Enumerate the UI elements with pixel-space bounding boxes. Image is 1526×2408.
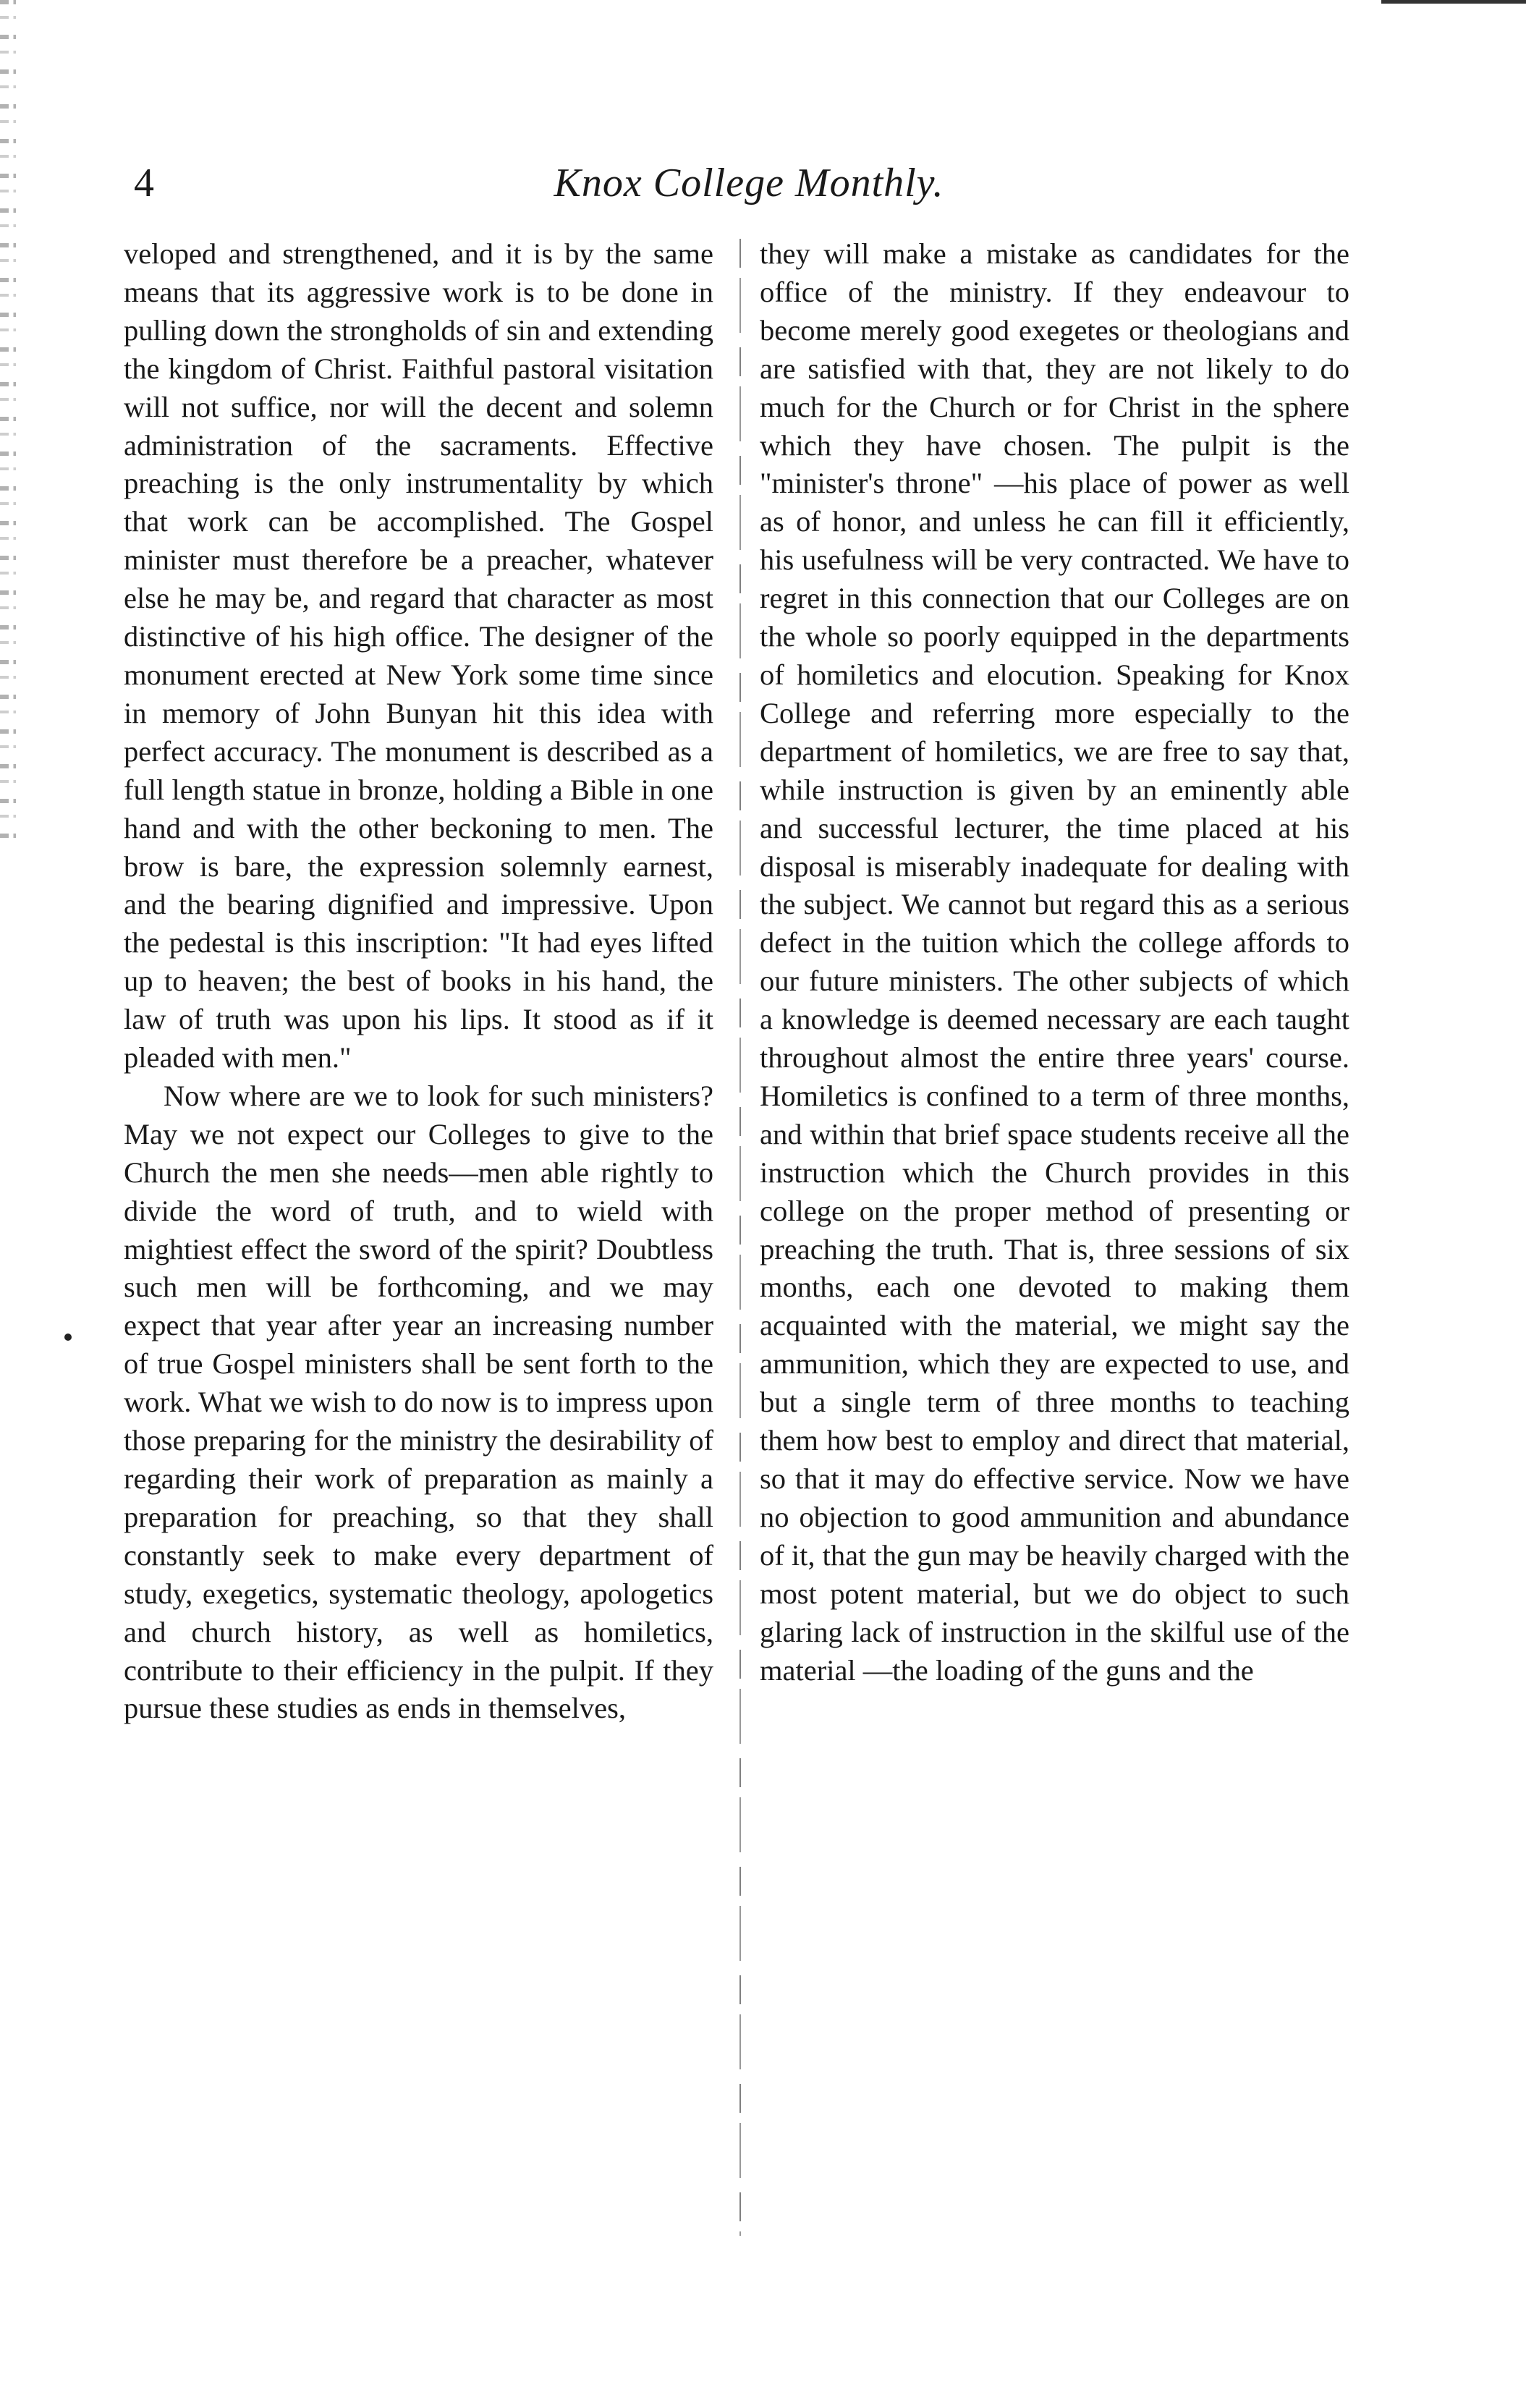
margin-mark [64, 1334, 72, 1341]
column-divider [739, 239, 741, 2236]
scan-edge-rule [1381, 0, 1526, 4]
scan-binding-edge [0, 0, 25, 839]
left-paragraph-2: Now where are we to look for such ministers? May we not expect our Colleges to give to the Church the men she needs—men able rightly to divide the word of truth, and to wield with mightiest effect the sword of the spirit? Doubtless such men will be forthcoming, and we may expect that year after year an increasing number of true Gospel ministers shall be sent forth to the work. What we wish to do now is to impress upon those preparing for the ministry the desirability of regarding their work of preparation as mainly a preparation for preaching, so that they shall constantly seek to make every department of study, exegetics, systematic theology, apologetics and church history, as well as homiletics, contribute to their efficiency in the pulpit. If they pursue these studies as ends in themselves, [124, 1079, 713, 1725]
page-number: 4 [134, 161, 154, 205]
left-paragraph-1: veloped and strengthened, and it is by the same means that its aggressive work is to be done in pulling down the strongholds of sin and extending the kingdom of Christ. Faithful pastoral visitation will not suffice, nor will the decent and solemn administration of the sacraments. Effective preaching is the only instrumentality by which that work can be accomplished. The Gospel minister must therefore be a preacher, whatever else he may be, and regard that character as most distinctive of his high office. The designer of the monument erected at New York some time since in memory of John Bunyan hit this idea with perfect accuracy. The monument is described as a full length statue in bronze, holding a Bible in one hand and with the other beckoning to men. The brow is bare, the expression solemnly earnest, and the bearing dignified and impressive. Upon the pedestal is this inscription: "It had eyes lifted up to heaven; the best of books in his hand, the law of truth was upon his lips. It stood as if it pleaded with men." [124, 237, 713, 1074]
left-column [124, 235, 713, 1728]
right-column [760, 235, 1349, 1690]
journal-title: Knox College Monthly. [554, 161, 944, 205]
running-head [134, 158, 1364, 208]
right-paragraph-1: they will make a mistake as candidates for the office of the ministry. If they endeavour to become merely good exegetes or theologians and are satisfied with that, they are not likely to do much for the Church or for Christ in the sphere which they have chosen. The pulpit is the "minister's throne" —his place of power as well as of honor, and unless he can fill it efficiently, his usefulness will be very contracted. We have to regret in this connection that our Colleges are on the whole so poorly equipped in the departments of homiletics and elocution. Speaking for Knox College and referring more especially to the department of homiletics, we are free to say that, while instruction is given by an eminently able and successful lecturer, the time placed at his disposal is miserably inadequate for dealing with the subject. We cannot but regard this as a serious defect in the tuition which the college affords to our future ministers. The other subjects of which a knowledge is deemed necessary are each taught throughout almost the entire three years' course. Homiletics is confined to a term of three months, and within that brief space students receive all the instruction which the Church provides in this college on the proper method of presenting or preaching the truth. That is, three sessions of six months, each one devoted to making them acquainted with the material, we might say the ammunition, which they are expected to use, and but a single term of three months to teaching them how best to employ and direct that material, so that it may do effective service. Now we have no objection to good ammunition and abundance of it, that the gun may be heavily charged with the most potent material, but we do object to such glaring lack of instruction in the skilful use of the material —the loading of the guns and the [760, 237, 1349, 1687]
